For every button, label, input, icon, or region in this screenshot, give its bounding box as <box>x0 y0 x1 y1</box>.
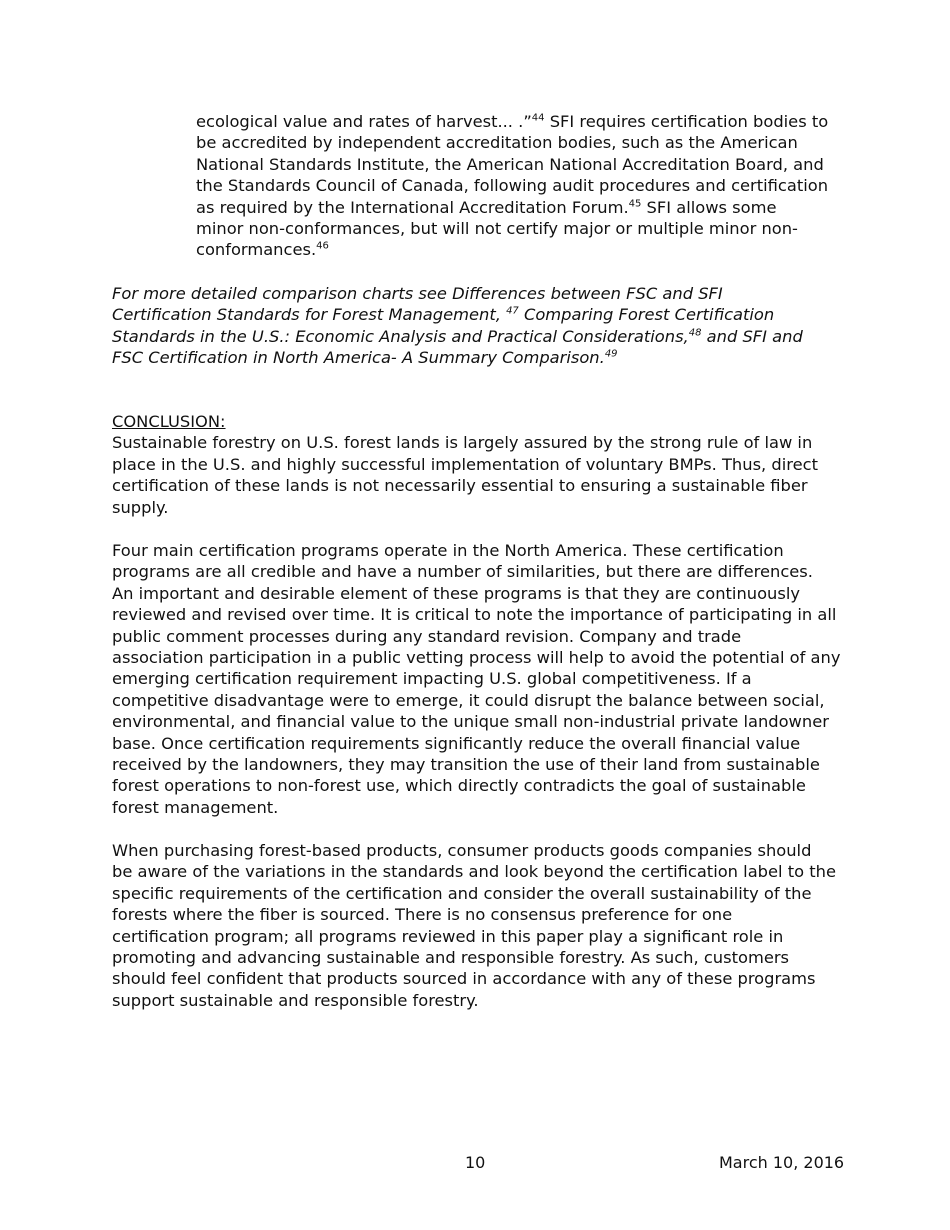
quote-line: the Standards Council of Canada, following audit procedures and certification <box>196 176 829 196</box>
comparison-line: Standards in the U.S.: Economic Analysis and Practical Considerations,$^{48}$ and SFI and <box>112 326 803 346</box>
paragraph-line: competitive disadvantage were to emerge, it could disrupt the balance between social, <box>112 690 825 710</box>
footnote-ref[interactable]: 46 <box>316 241 329 253</box>
footnote-ref[interactable]: 47 <box>506 305 519 317</box>
paragraph-line: Four main certification programs operate in the North America. These certification <box>112 541 784 560</box>
paragraph-line: association participation in a public vetting process will help to avoid the potential of any <box>112 648 841 668</box>
quote-line: ecological value and rates of harvest... .”$^{44}$ SFI requires certification bodies to <box>196 112 829 131</box>
paragraph-line: certification program; all programs reviewed in this paper play a significant role in <box>112 926 784 946</box>
quote-line: National Standards Institute, the American National Accreditation Board, and <box>196 154 824 174</box>
paragraph-line: certification of these lands is not necessarily essential to ensuring a sustainable fiber <box>112 476 808 496</box>
comparison-line: FSC Certification in North America- A Summary Comparison.$^{49}$ <box>112 348 618 368</box>
footnote-ref[interactable]: 48 <box>688 327 702 339</box>
paragraph-line: environmental, and financial value to the unique small non-industrial private landowner <box>112 712 829 732</box>
paragraph-line: emerging certification requirement impacting U.S. global competitiveness. If a <box>112 669 752 689</box>
footnote-ref[interactable]: 45 <box>628 198 642 210</box>
quote-line: be accredited by independent accreditation bodies, such as the American <box>196 133 798 153</box>
paragraph-line: An important and desirable element of these programs is that they are continuously <box>112 583 801 603</box>
paragraph-line: should feel confident that products sourced in accordance with any of these programs <box>112 969 816 989</box>
paragraph-line: public comment processes during any standard revision. Company and trade <box>112 626 742 646</box>
paragraph-line: specific requirements of the certification and consider the overall sustainability of the <box>112 883 812 903</box>
paragraph-line: forest management. <box>112 797 279 817</box>
comparison-paragraph <box>112 283 838 369</box>
conclusion-paragraph-2 <box>112 540 841 818</box>
paragraph-line: be aware of the variations in the standards and look beyond the certification label to the <box>112 862 836 882</box>
paragraph-line: base. Once certification requirements significantly reduce the overall financial value <box>112 733 801 753</box>
footer-date: March 10, 2016 <box>719 1153 845 1172</box>
indented-quote <box>196 111 836 261</box>
conclusion-paragraph-3 <box>112 840 838 1011</box>
paragraph-line: promoting and advancing sustainable and responsible forestry. As such, customers <box>112 948 790 968</box>
comparison-line: Certification Standards for Forest Management, $^{47}$ Comparing Forest Certification <box>112 305 775 325</box>
footnote-ref[interactable]: 44 <box>531 112 545 124</box>
comparison-line: For more detailed comparison charts see Differences between FSC and SFI <box>112 284 723 303</box>
paragraph-line: Sustainable forestry on U.S. forest lands is largely assured by the strong rule of law in <box>112 433 813 453</box>
conclusion-section <box>112 411 838 518</box>
paragraph-line: forests where the fiber is sourced. There is no consensus preference for one <box>112 905 733 925</box>
paragraph-line: support sustainable and responsible forestry. <box>112 990 479 1010</box>
paragraph-line: reviewed and revised over time. It is critical to note the importance of participating in all <box>112 605 837 625</box>
paragraph-line: supply. <box>112 497 169 517</box>
footnote-ref[interactable]: 49 <box>604 348 618 360</box>
paragraph-line: place in the U.S. and highly successful implementation of voluntary BMPs. Thus, direct <box>112 454 818 474</box>
quote-line: as required by the International Accreditation Forum.$^{45}$ SFI allows some <box>196 197 777 217</box>
page-number: 10 <box>465 1153 486 1172</box>
quote-line: minor non-conformances, but will not certify major or multiple minor non- <box>196 219 798 239</box>
quote-line: conformances.$^{46}$ <box>196 240 329 260</box>
paragraph-line: received by the landowners, they may transition the use of their land from sustainable <box>112 755 820 775</box>
section-heading: CONCLUSION: <box>112 412 226 431</box>
paragraph-line: programs are all credible and have a number of similarities, but there are differences. <box>112 562 813 582</box>
paragraph-line: forest operations to non-forest use, which directly contradicts the goal of sustainable <box>112 776 806 796</box>
paragraph-line: When purchasing forest-based products, consumer products goods companies should <box>112 841 812 860</box>
